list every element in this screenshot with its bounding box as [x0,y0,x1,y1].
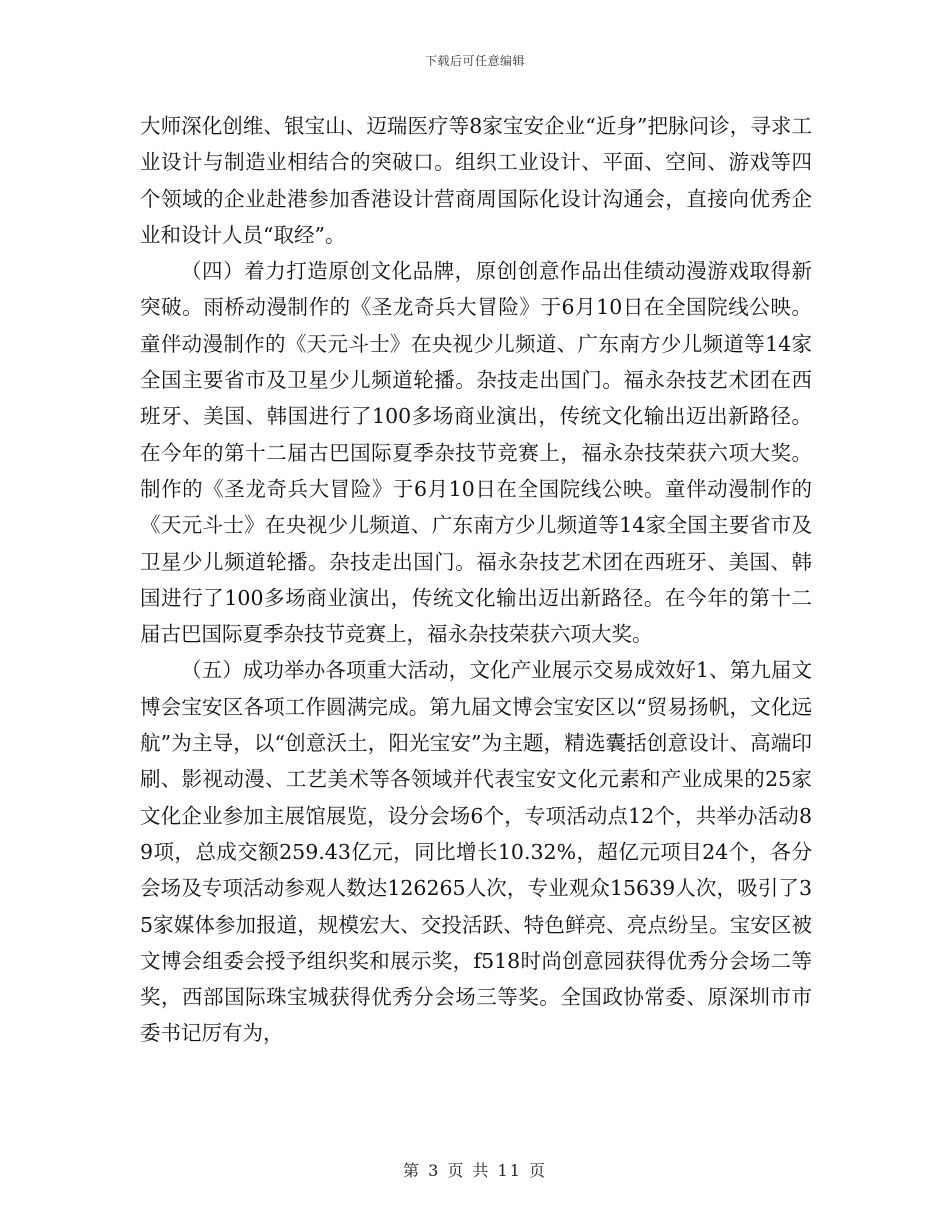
paragraph-1: 大师深化创维、银宝山、迈瑞医疗等8家宝安企业“近身”把脉问诊，寻求工业设计与制造业相结合的突破口。组织工业设计、平面、空间、游戏等四个领域的企业赴港参加香港设计营商周国际化设计沟通会，直接向优秀企业和设计人员“取经”。 [140,114,812,247]
page-header: 下载后可任意编辑 [424,54,525,68]
paragraph-2: （四）着力打造原创文化品牌，原创创意作品出佳绩动漫游戏取得新突破。雨桥动漫制作的《圣龙奇兵大冒险》于6月10日在全国院线公映。童伴动漫制作的《天元斗士》在央视少儿频道、广东南方少儿频道等14家全国主要省市及卫星少儿频道轮播。杂技走出国门。福永杂技艺术团在西班牙、美国、韩国进行了100多场商业演出，传统文化输出迈出新路径。在今年的第十二届古巴国际夏季杂技节竞赛上，福永杂技荣获六项大奖。制作的《圣龙奇兵大冒险》于6月10日在全国院线公映。童伴动漫制作的《天元斗士》在央视少儿频道、广东南方少儿频道等14家全国主要省市及卫星少儿频道轮播。杂技走出国门。福永杂技艺术团在西班牙、美国、韩国进行了100多场商业演出，传统文化输出迈出新路径。在今年的第十二届古巴国际夏季杂技节竞赛上，福永杂技荣获六项大奖。 [140,259,812,647]
page-footer: 第 3 页 共 11 页 [403,1161,547,1180]
paragraph-3: （五）成功举办各项重大活动，文化产业展示交易成效好1、第九届文博会宝安区各项工作圆满完成。第九届文博会宝安区以“贸易扬帆，文化远航”为主导，以“创意沃土，阳光宝安”为主题，精选囊括创意设计、高端印刷、影视动漫、工艺美术等各领域并代表宝安文化元素和产业成果的25家文化企业参加主展馆展览，设分会场6个，专项活动点12个，共举办活动89项，总成交额259.43亿元，同比增长10.32%，超亿元项目24个，各分会场及专项活动参观人数达126265人次，专业观众15639人次，吸引了35家媒体参加报道，规模宏大、交投活跃、特色鲜亮、亮点纷呈。宝安区被文博会组委会授予组织奖和展示奖，f518时尚创意园获得优秀分会场二等奖，西部国际珠宝城获得优秀分会场三等奖。全国政协常委、原深圳市市委书记厉有为， [140,658,812,1046]
document-body [140,108,812,1052]
